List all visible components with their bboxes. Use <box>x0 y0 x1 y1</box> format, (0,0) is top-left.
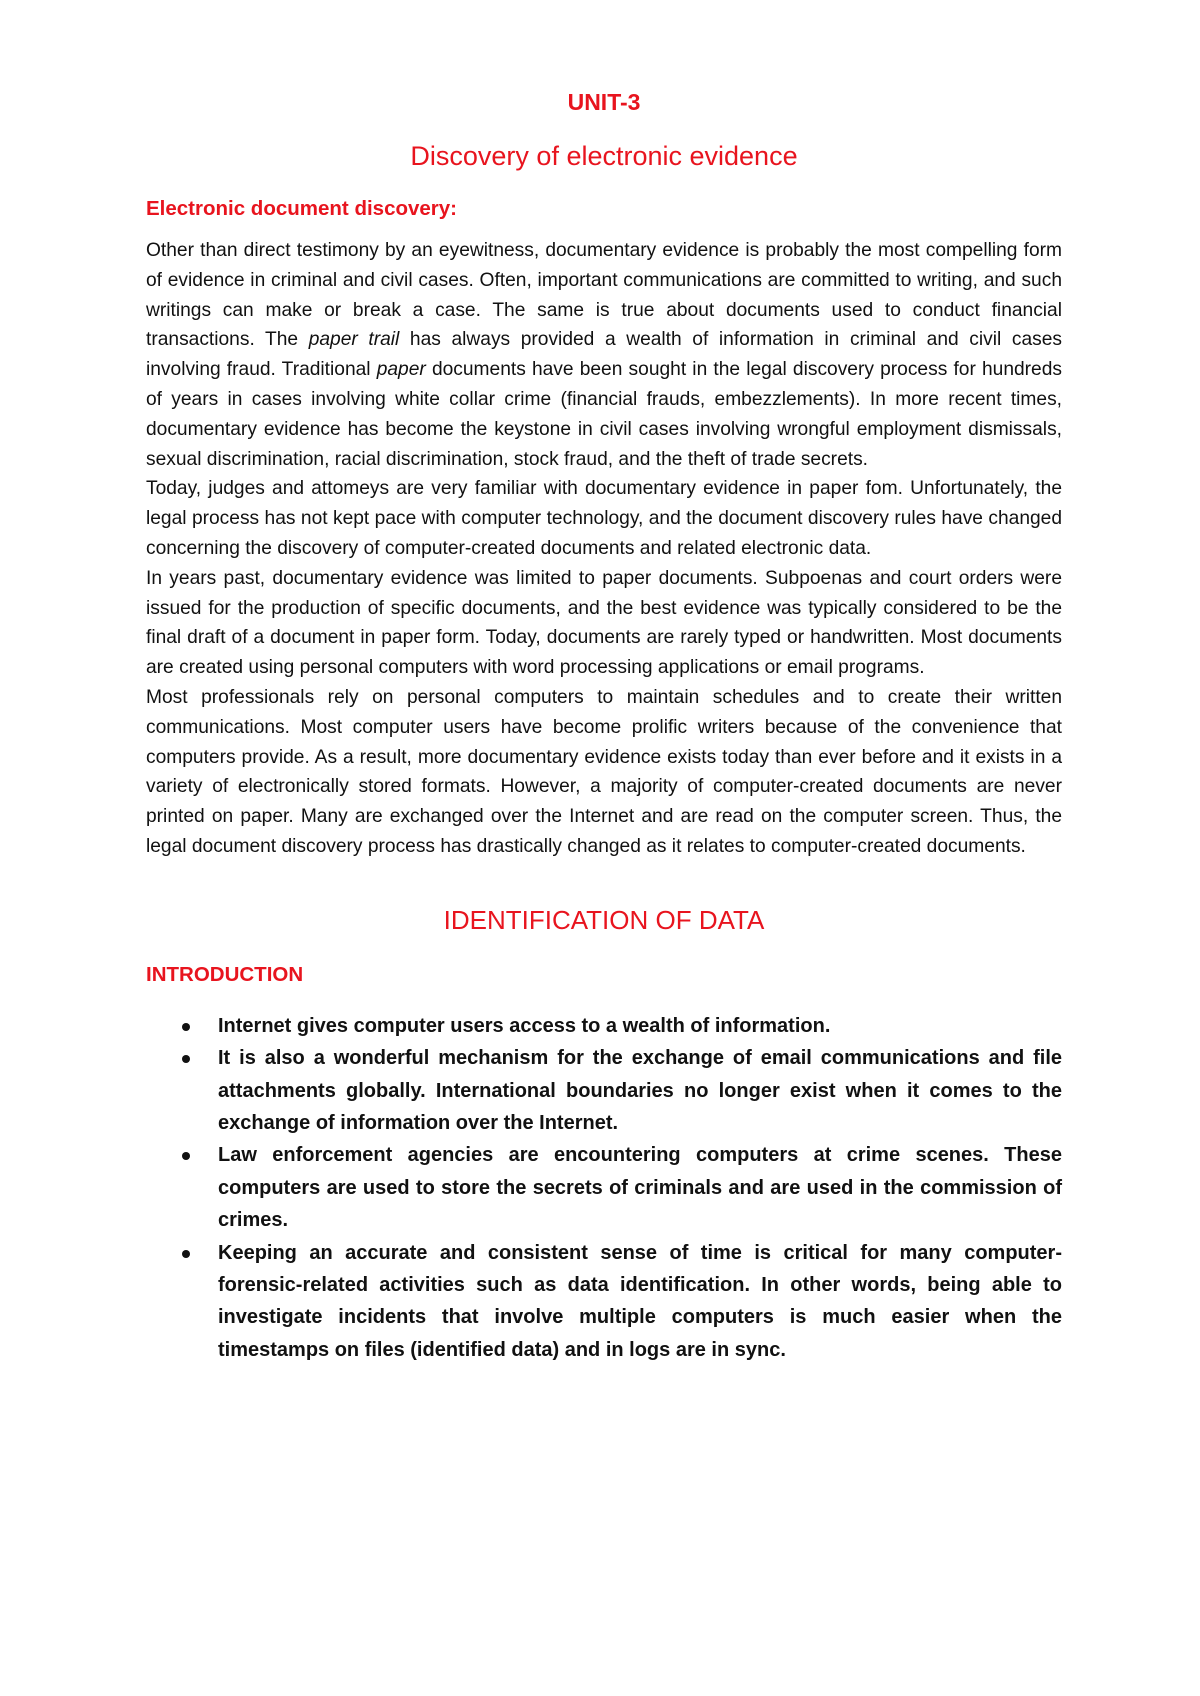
bullet-text: It is also a wonderful mechanism for the exchange of email communications and file attachments globally. International boundaries no longer exist when it comes to the exchange of information over the Internet. <box>218 1047 1062 1134</box>
paragraph-1 <box>146 236 1062 474</box>
paragraph-1-italic-a: paper trail <box>308 329 400 351</box>
introduction-heading: INTRODUCTION <box>146 962 304 986</box>
introduction-bullet-list <box>146 1010 1062 1366</box>
paragraph-3: In years past, documentary evidence was limited to paper documents. Subpoenas and court orders were issued for the production of specific documents, and the best evidence was typically considered to be the final draft of a document in paper form. Today, documents are rarely typed or handwritten. Most documents are created using personal computers with word processing applications or email programs. <box>146 567 1062 679</box>
document-title: Discovery of electronic evidence <box>410 141 798 171</box>
bullet-dot-icon <box>182 1152 190 1160</box>
paragraph-1-text-c: documents have been sought in the legal discovery process for hundreds of years in cases involving white collar crime (financial frauds, embezzlements). In more recent times, documentary evidence has become the keystone in civil cases involving wrongful employment dismissals, sexual discrimination, racial discrimination, stock fraud, and the theft of trade secrets. <box>146 359 1062 470</box>
bullet-text: Internet gives computer users access to a wealth of information. <box>218 1014 831 1037</box>
bullet-item <box>218 1042 1062 1139</box>
unit-title: UNIT-3 <box>567 89 641 115</box>
bullet-text: Law enforcement agencies are encountering computers at crime scenes. These computers are used to store the secrets of criminals and are used in the commission of crimes. <box>218 1144 1062 1232</box>
document-page <box>146 80 1062 1366</box>
paragraph-1-text-b: has always provided a wealth of information in criminal and civil cases involving fraud. Traditional <box>146 329 1062 381</box>
paragraph-4: Most professionals rely on personal computers to maintain schedules and to create their written communications. Most computer users have become prolific writers because of the convenience that computers provide. As a result, more documentary evidence exists today than ever before and it exists in a variety of electronically stored formats. However, a majority of computer-created documents are never printed on paper. Many are exchanged over the Internet and are read on the computer screen. Thus, the legal document discovery process has drastically changed as it relates to computer-created documents. <box>146 686 1062 857</box>
bullet-dot-icon <box>182 1250 190 1258</box>
section-heading-electronic-discovery: Electronic document discovery: <box>146 197 458 220</box>
bullet-item <box>218 1237 1062 1367</box>
section-heading-identification: IDENTIFICATION OF DATA <box>443 904 765 935</box>
paragraph-1-italic-b: paper <box>376 359 426 381</box>
bullet-dot-icon <box>182 1055 190 1063</box>
paragraph-1-text-a: Other than direct testimony by an eyewitness, documentary evidence is probably the most compelling form of evidence in criminal and civil cases. Often, important communications are committed to writing, and such writings can make or break a case. The same is true about documents used to conduct financial transactions. The <box>146 240 1062 351</box>
bullet-item <box>218 1139 1062 1236</box>
paragraph-2: Today, judges and attomeys are very familiar with documentary evidence in paper fom. Unfortunately, the legal process has not kept pace with computer technology, and the document discovery rules have changed concerning the discovery of computer-created documents and related electronic data. <box>146 478 1062 559</box>
bullet-text: Keeping an accurate and consistent sense of time is critical for many computer-forensic-related activities such as data identification. In other words, being able to investigate incidents that involve multiple computers is much easier when the timestamps on files (identified data) and in logs are in sync. <box>218 1241 1062 1361</box>
bullet-item <box>218 1010 1062 1042</box>
section-body <box>146 236 1062 862</box>
bullet-dot-icon <box>182 1023 190 1031</box>
